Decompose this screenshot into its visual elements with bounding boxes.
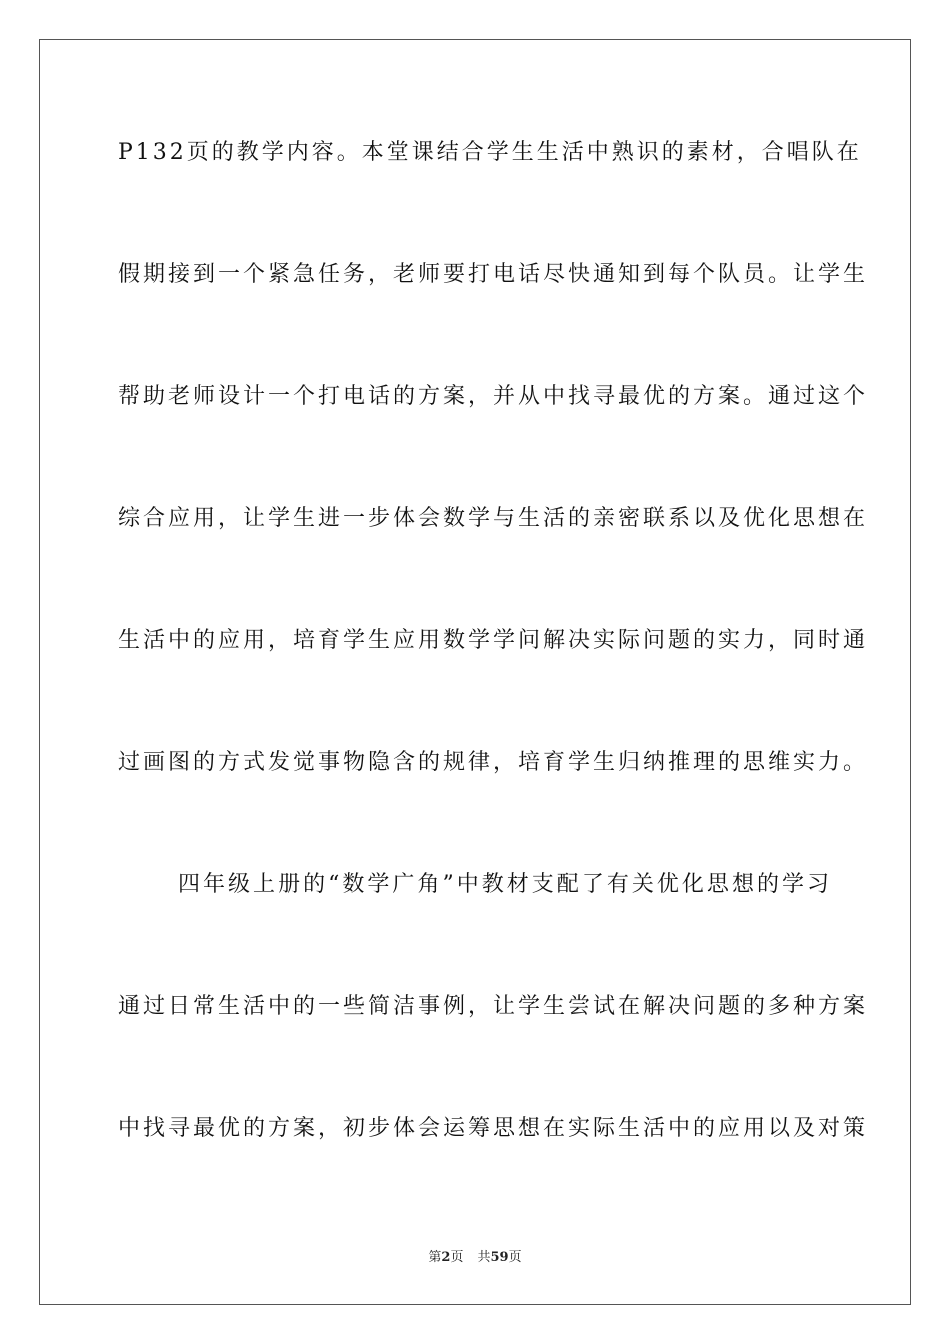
paragraph-line-3: 帮助老师设计一个打电话的方案，并从中找寻最优的方案。通过这个 xyxy=(118,384,869,409)
total-pages: 59 xyxy=(490,1250,509,1265)
total-suffix: 页 xyxy=(508,1250,522,1265)
paragraph-line-6: 过画图的方式发觉事物隐含的规律，培育学生归纳推理的思维实力。 xyxy=(118,750,869,775)
page-prefix: 第 xyxy=(428,1250,442,1265)
paragraph-line-8: 通过日常生活中的一些简洁事例，让学生尝试在解决问题的多种方案 xyxy=(118,994,869,1019)
page-footer xyxy=(0,1246,950,1265)
total-prefix: 共 xyxy=(477,1250,491,1265)
paragraph-line-5: 生活中的应用，培育学生应用数学学问解决实际问题的实力，同时通 xyxy=(118,628,869,653)
page-number: 2 xyxy=(441,1250,451,1265)
paragraph-line-4: 综合应用，让学生进一步体会数学与生活的亲密联系以及优化思想在 xyxy=(118,506,869,531)
paragraph-line-1: P132页的教学内容。本堂课结合学生生活中熟识的素材，合唱队在 xyxy=(118,140,862,165)
paragraph-line-7: 四年级上册的“数学广角”中教材支配了有关优化思想的学习 xyxy=(178,872,832,897)
paragraph-line-2: 假期接到一个紧急任务，老师要打电话尽快通知到每个队员。让学生 xyxy=(118,262,869,287)
page-suffix: 页 xyxy=(450,1250,464,1265)
paragraph-line-9: 中找寻最优的方案，初步体会运筹思想在实际生活中的应用以及对策 xyxy=(118,1116,869,1141)
